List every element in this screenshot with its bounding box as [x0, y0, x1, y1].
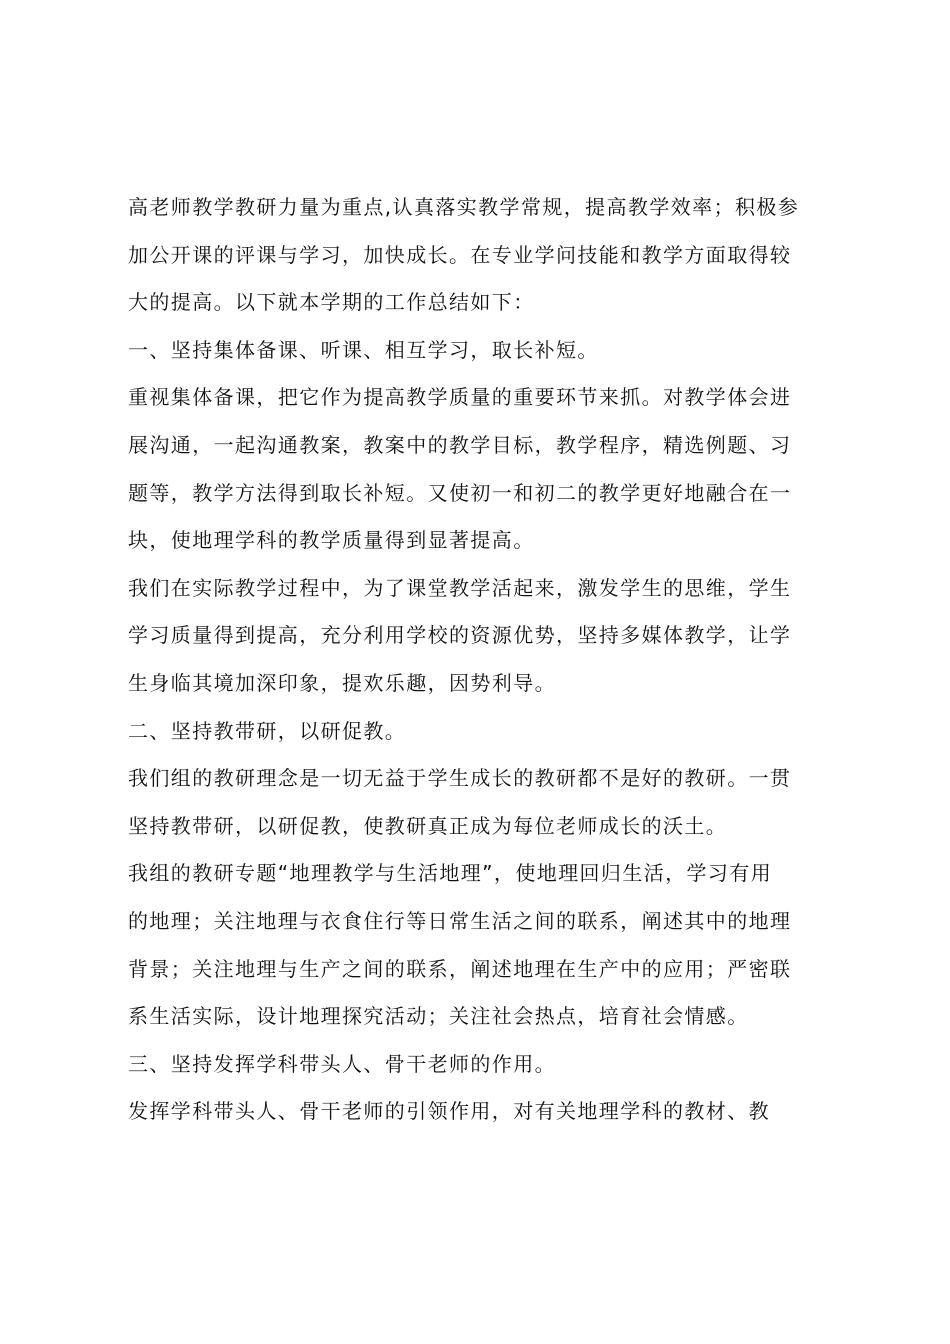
text-line: 重视集体备课，把它作为提高教学质量的重要环节来抓。对教学体会进 [128, 385, 792, 410]
text-line: 加公开课的评课与学习，加快成长。在专业学问技能和教学方面取得较 [128, 242, 792, 267]
text-line: 坚持教带研，以研促教，使教研真正成为每位老师成长的沃土。 [128, 813, 728, 838]
document-body [128, 184, 828, 1136]
section-heading-1: 一、坚持集体备课、听课、相互学习，取长补短。 [128, 337, 599, 362]
text-line: 系生活实际，设计地理探究活动；关注社会热点，培育社会情感。 [128, 1004, 749, 1029]
text-line: 块，使地理学科的教学质量得到显著提高。 [128, 528, 535, 553]
section-heading-3: 三、坚持发挥学科带头人、骨干老师的作用。 [128, 1051, 556, 1076]
text-line: 我们组的教研理念是一切无益于学生成长的教研都不是好的教研。一贯 [128, 766, 792, 791]
section-heading-2: 二、坚持教带研，以研促教。 [128, 718, 407, 743]
text-line: 学习质量得到提高，充分利用学校的资源优势，坚持多媒体教学，让学 [128, 623, 792, 648]
text-line: 生身临其境加深印象，提欢乐趣，因势利导。 [128, 670, 556, 695]
text-line: 大的提高。以下就本学期的工作总结如下： [128, 290, 535, 315]
text-line: 高老师教学教研力量为重点,认真落实教学常规，提高教学效率；积极参 [128, 195, 800, 219]
text-line: 的地理；关注地理与衣食住行等日常生活之间的联系，阐述其中的地理 [128, 908, 792, 933]
text-line: 展沟通，一起沟通教案，教案中的教学目标，教学程序，精选例题、习 [128, 432, 792, 457]
text-line: 我组的教研专题“地理教学与生活地理”，使地理回归生活，学习有用 [128, 861, 773, 886]
text-line: 背景；关注地理与生产之间的联系，阐述地理在生产中的应用；严密联 [128, 956, 792, 981]
text-line: 发挥学科带头人、骨干老师的引领作用，对有关地理学科的教材、教 [128, 1099, 770, 1124]
text-line: 我们在实际教学过程中，为了课堂教学活起来，激发学生的思维，学生 [128, 575, 792, 600]
text-line: 题等，教学方法得到取长补短。又使初一和初二的教学更好地融合在一 [128, 480, 792, 505]
